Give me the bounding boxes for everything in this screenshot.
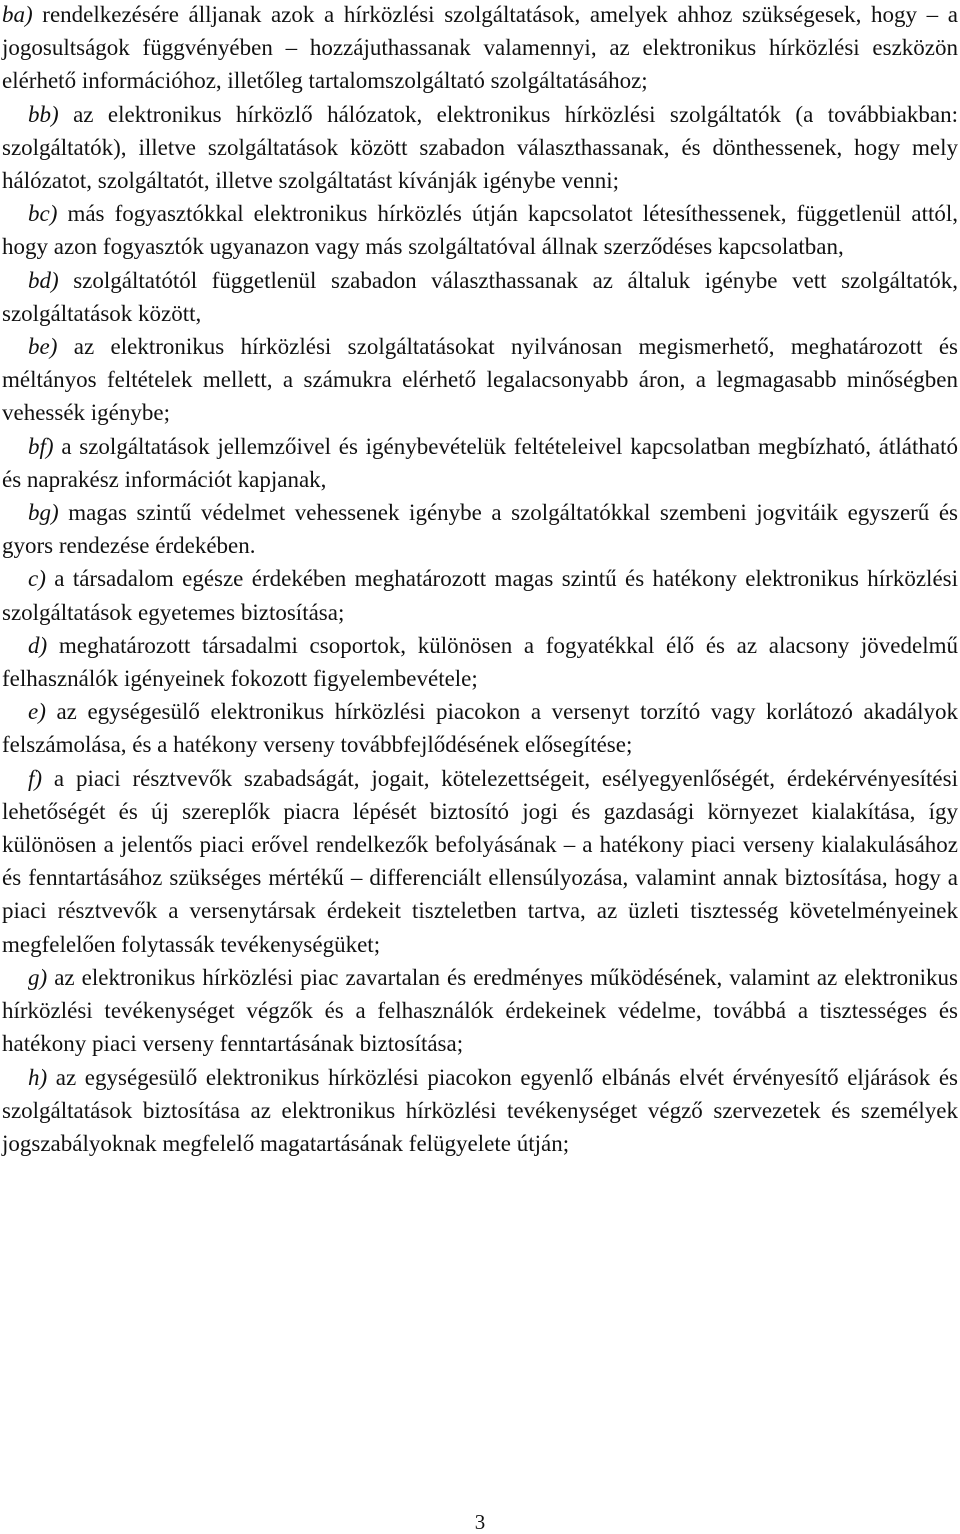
item-text: az elektronikus hírközlési piac zavartalan és eredményes működésének, valamint az elektronikus hírközlési tevékenységet végzők és a felhasználók érdekeinek védelme, továbbá a tisztességes és hatékony piaci verseny fenntartásának biztosítása; [2,964,958,1057]
item-label: d) [28,632,48,658]
item-text: szolgáltatótól függetlenül szabadon választhassanak az általuk igénybe vett szolgáltatók, szolgáltatások között, [2,267,958,326]
paragraph-ba [2,0,958,98]
paragraph-bg [2,496,958,562]
item-label: bf) [28,433,54,459]
paragraph-c [2,562,958,628]
item-label: g) [28,964,48,990]
item-text: a társadalom egésze érdekében meghatározott magas szintű és hatékony elektronikus hírközlési szolgáltatások egyetemes biztosítása; [2,566,958,625]
item-text: meghatározott társadalmi csoportok, különösen a fogyatékkal élő és az alacsony jövedelmű felhasználók igényeinek fokozott figyelembevétele; [2,632,958,692]
item-text: az elektronikus hírközlési szolgáltatásokat nyilvánosan megismerhető, meghatározott és méltányos feltételek mellett, a számukra elérhető legalacsonyabb áron, a legmagasabb minőségben vehessék igénybe; [2,334,958,426]
paragraph-bb [2,98,958,198]
paragraph-f [2,762,958,961]
item-label: bg) [28,500,59,526]
item-label: bb) [28,101,59,127]
paragraph-d [2,629,958,695]
paragraph-be [2,330,958,430]
item-text: az elektronikus hírközlő hálózatok, elektronikus hírközlési szolgáltatók (a továbbiakban: szolgáltatók), illetve szolgáltatások között szabadon választhassanak, és dönthessenek, hogy mely hálózatot, szolgáltatót, illetve szolgáltatást kívánják igénybe venni; [2,101,958,194]
paragraph-bc [2,197,958,263]
item-text: a szolgáltatások jellemzőivel és igénybevételük feltételeivel kapcsolatban megbízható, átlátható és naprakész információt kapjanak, [2,433,958,492]
item-text: rendelkezésére álljanak azok a hírközlési szolgáltatások, amelyek ahhoz szükségesek, hogy – a jogosultságok függvényében – hozzájuthassanak valamennyi, az elektronikus hírközlési eszközön elérhető információhoz, illetőleg tartalomszolgáltató szolgáltatásához; [2,2,958,94]
paragraph-bf [2,430,958,496]
paragraph-bd [2,264,958,330]
item-label: bd) [28,267,59,293]
paragraph-h [2,1061,958,1161]
item-label: ba) [2,2,33,27]
item-text: más fogyasztókkal elektronikus hírközlés útján kapcsolatot létesíthessenek, függetlenül attól, hogy azon fogyasztók ugyanazon vagy más szolgáltatóval állnak szerződéses kapcsolatban, [2,201,958,260]
item-label: bc) [28,201,58,227]
item-label: be) [28,334,58,360]
item-label: c) [28,566,46,592]
item-text: az egységesülő elektronikus hírközlési piacokon egyenlő elbánás elvét érvényesítő eljárások és szolgáltatások biztosítása az elektronikus hírközlési tevékenységet végző szervezetek és személyek jogszabályoknak megfelelő magatartásának felügyelete útján; [2,1064,958,1156]
item-label: e) [28,699,46,725]
paragraph-g [2,961,958,1061]
item-text: magas szintű védelmet vehessenek igénybe a szolgáltatókkal szembeni jogvitáik egyszerű és gyors rendezése érdekében. [2,500,958,559]
item-text: az egységesülő elektronikus hírközlési piacokon a versenyt torzító vagy korlátozó akadályok felszámolása, és a hatékony verseny továbbfejlődésének elősegítése; [2,699,958,758]
item-text: a piaci résztvevők szabadságát, jogait, kötelezettségeit, esélyegyenlőségét, érdekérvényesítési lehetőségét és új szereplők piacra lépését biztosító jogi és gazdasági környezet kialakítása, így különösen a jelentős piaci erővel rendelkezők befolyásának – a hatékony piaci verseny kialakulásához és fenntartásához szükséges mértékű – differenciált ellensúlyozása, valamint annak biztosítása, hogy a piaci résztvevők a versenytársak érdekeit tiszteletben tartva, az üzleti tisztesség követelményeinek megfelelően folytassák tevékenységüket; [2,765,958,957]
item-label: f) [28,765,43,791]
paragraph-e [2,695,958,761]
page-number: 3 [474,1510,486,1534]
item-label: h) [28,1064,48,1090]
